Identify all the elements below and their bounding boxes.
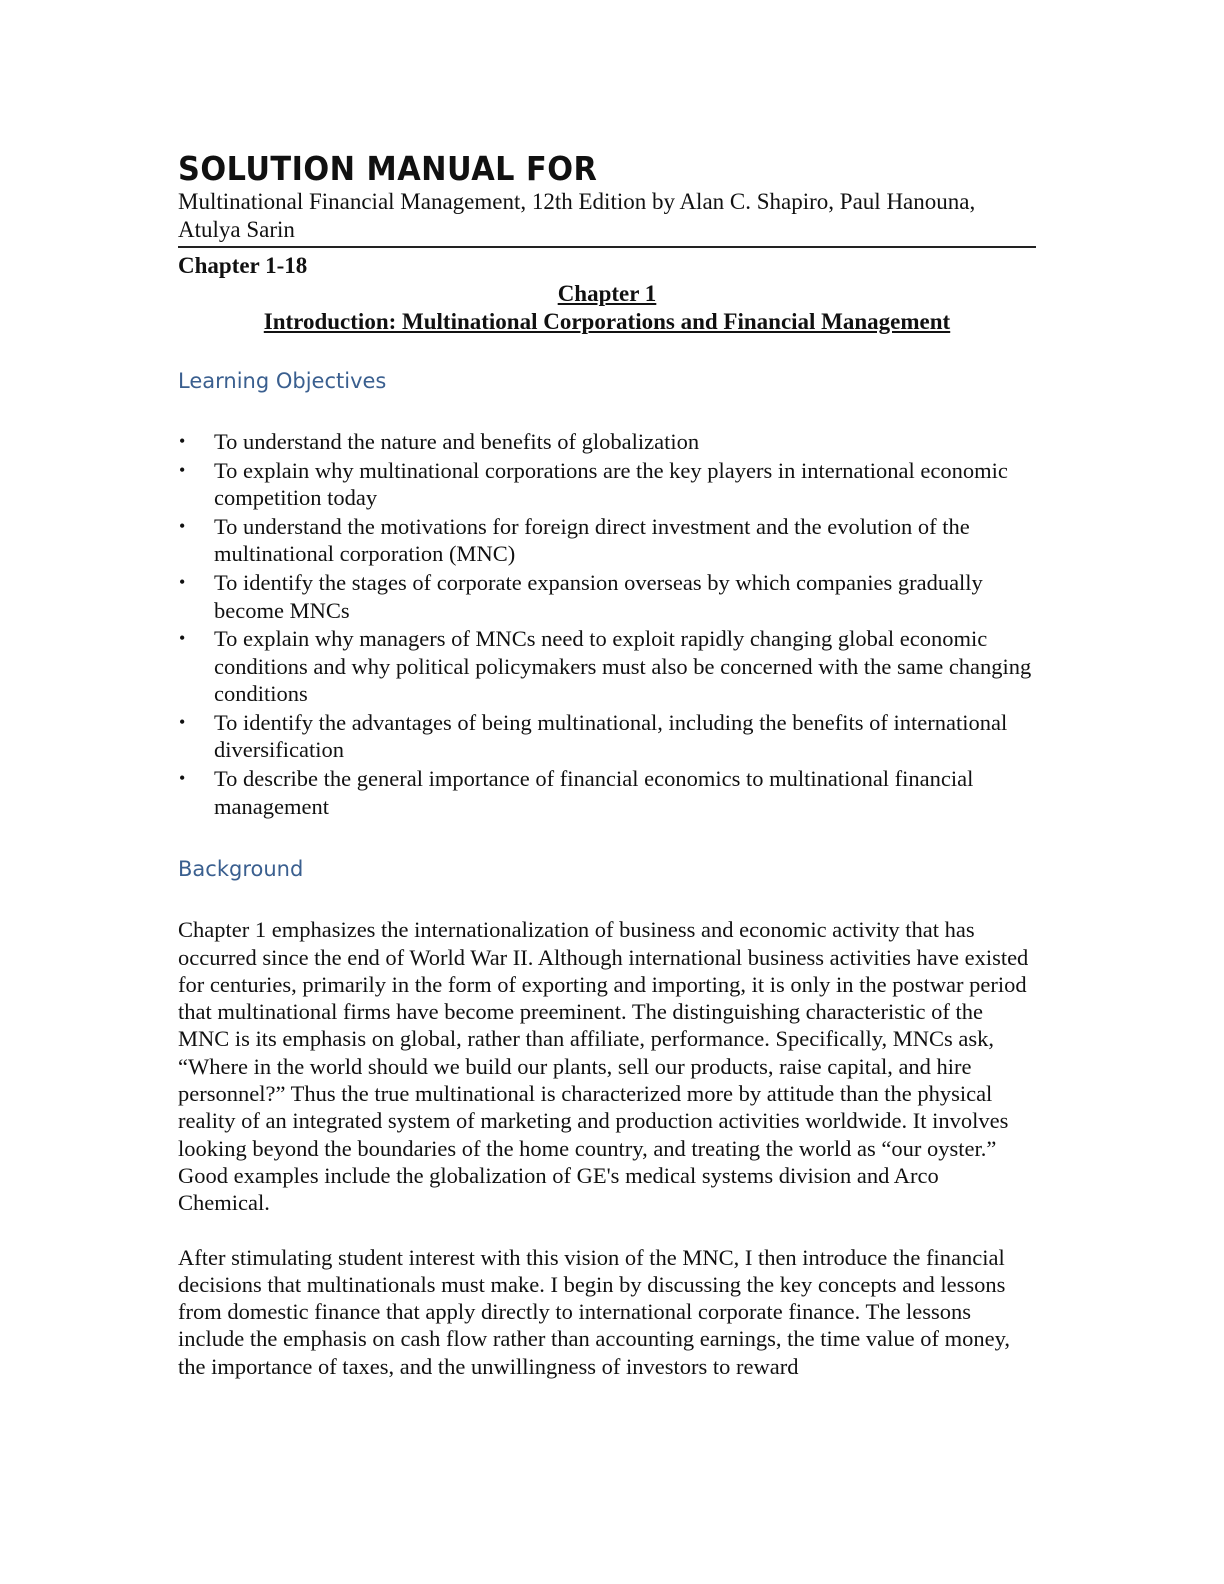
list-item [178,428,1036,456]
list-item [178,457,1036,512]
bullet-icon: • [179,768,186,789]
list-item-text: To explain why multinational corporations are the key players in international economic competition today [214,457,1008,511]
bullet-icon: • [179,459,186,480]
list-item [178,765,1036,820]
background-paragraph: After stimulating student interest with this vision of the MNC, I then introduce the financial decisions that multinationals must make. I begin by discussing the key concepts and lessons from domestic finance that apply directly to international corporate finance. The lessons include the emphasis on cash flow rather than accounting earnings, the time value of money, the importance of taxes, and the unwillingness of investors to reward [178,1244,1011,1379]
list-item-text: To explain why managers of MNCs need to exploit rapidly changing global economic conditions and why political policymakers must also be concerned with the same changing conditions [214,626,1032,707]
list-item-text: To describe the general importance of financial economics to multinational financial management [214,766,974,819]
bullet-icon: • [179,711,186,732]
banner-title: SOLUTION MANUAL FOR [178,149,598,188]
learning-objectives-heading: Learning Objectives [178,368,387,393]
list-item [178,625,1036,708]
list-item-text: To understand the motivations for foreign direct investment and the evolution of the multinational corporation (MNC) [214,513,970,567]
document-page [178,150,1036,1407]
chapter-title: Introduction: Multinational Corporations and Financial Management [263,308,951,334]
book-subtitle: Multinational Financial Management, 12th Edition by Alan C. Shapiro, Paul Hanouna, Atulya Sarin [178,188,1036,248]
list-item-text: To understand the nature and benefits of globalization [214,428,700,454]
background-heading: Background [178,857,304,882]
bullet-icon: • [179,430,186,451]
list-item [178,513,1036,568]
chapter-range-label: Chapter 1-18 [178,252,308,278]
list-item [178,569,1036,624]
bullet-icon: • [179,515,186,536]
chapter-number: Chapter 1 [557,280,657,306]
list-item-text: To identify the stages of corporate expansion overseas by which companies gradually become MNCs [214,569,983,623]
bullet-icon: • [179,571,186,592]
learning-objectives-list [178,428,1036,820]
bullet-icon: • [179,628,186,649]
background-paragraph: Chapter 1 emphasizes the internationalization of business and economic activity that has occurred since the end of World War II. Although international business activities have existed for centuries, primarily in the form of exporting and importing, it is only in the postwar period that multinational firms have become preeminent. The distinguishing characteristic of the MNC is its emphasis on global, rather than affiliate, performance. Specifically, MNCs ask, “Where in the world should we build our plants, sell our products, raise capital, and hire personnel?” Thus the true multinational is characterized more by attitude than the physical reality of an integrated system of marketing and production activities worldwide. It involves looking beyond the boundaries of the home country, and treating the world as “our oyster.” Good examples include the globalization of GE's medical systems division and Arco Chemical. [178,917,1029,1216]
list-item-text: To identify the advantages of being multinational, including the benefits of international diversification [214,709,1008,763]
list-item [178,709,1036,764]
